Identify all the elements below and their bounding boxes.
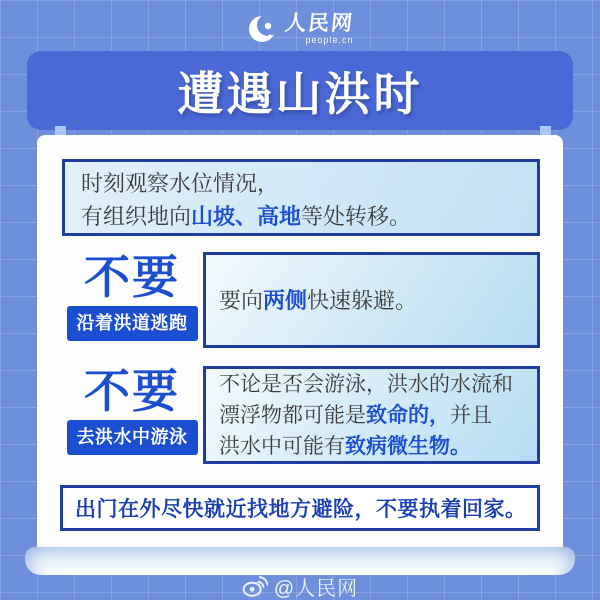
desc-line: 洪水中可能有致病微生物。 [219,434,471,458]
peoples-daily-logo [0,9,600,49]
dont-tag-flood-channel: 沿着洪道逃跑 [67,306,198,341]
page-title: 遭遇山洪时 [177,67,423,120]
weibo-handle: @人民网 [273,577,359,600]
desc-line: 不论是否会游泳，洪水的水流和 [219,372,513,396]
tip-line-2: 有组织地向山坡、高地等处转移。 [81,204,412,229]
dont-section-swimming [62,366,540,464]
dont-label-group [62,252,202,341]
dont-headline: 不要 [84,251,180,303]
dont-section-flood-channel [62,252,540,348]
footer [0,573,600,599]
dont-tag-swimming: 去洪水中游泳 [67,420,198,455]
dont-headline: 不要 [84,365,180,417]
content-card [37,135,563,547]
title-banner [27,51,573,130]
tip-line-1: 时刻观察水位情况， [81,171,280,196]
weibo-icon [242,575,268,597]
dont-description-box [203,252,540,348]
desc-line: 要向两侧快速躲避。 [219,287,418,313]
shelter-advice-box: 出门在外尽快就近找地方避险，不要执着回家。 [60,485,540,531]
dont-description-box [203,366,540,464]
observe-tip-box [62,159,540,236]
crescent-globe-icon [247,13,279,45]
dont-label-group [62,366,202,455]
logo-subtitle: people.cn [305,35,354,45]
desc-line: 漂浮物都可能是致命的，并且 [219,403,492,427]
logo-title: 人民网 [283,12,355,35]
